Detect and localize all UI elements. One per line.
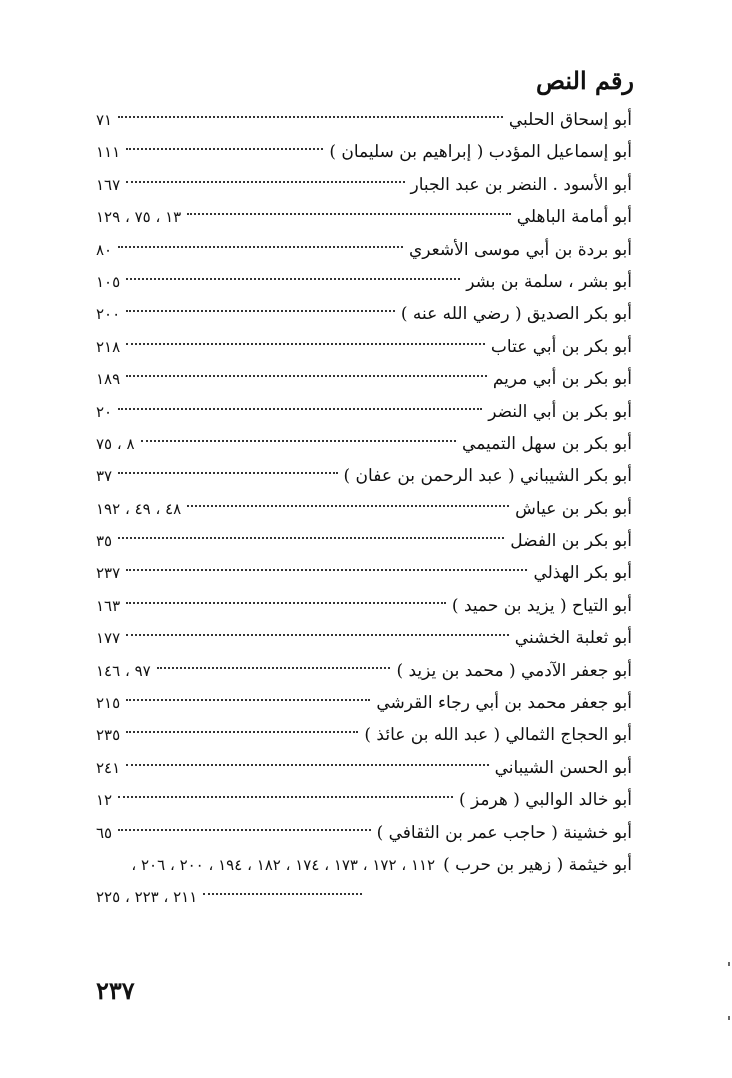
page-number: ٢٣٧ [96,976,135,1005]
entry-name: أبو جعفر محمد بن أبي رجاء القرشي [376,693,632,714]
entry-pages: ٩٧ ، ١٤٦ [96,661,151,680]
dot-leader [118,472,337,474]
entry-name: أبو خيثمة ( زهير بن حرب ) [443,854,632,875]
dot-leader [126,310,395,312]
index-entry [96,752,632,784]
entry-pages: ١٨٩ [96,370,121,389]
index-entry [96,428,632,460]
index-entry [96,525,632,557]
entry-name: أبو بكر بن الفضل [510,531,632,552]
dot-leader [118,116,503,118]
entry-name: أبو خشينة ( حاجب عمر بن الثقافي ) [376,822,632,843]
entry-pages: ١٦٧ [96,175,121,194]
entry-name: أبو بكر بن أبي مريم [492,369,632,390]
entry-pages: ١١١ [96,143,121,162]
index-entry [96,557,632,589]
entry-name: أبو بشر ، سلمة بن بشر [466,271,632,292]
entry-name: أبو الحسن الشيباني [494,757,632,778]
entry-pages: ١٠٥ [96,272,121,291]
dot-leader [118,829,370,831]
entry-name: أبو بكر الصديق ( رضي الله عنه ) [400,304,632,325]
dot-leader [126,634,509,636]
margin-mark [728,962,730,966]
index-entry [96,396,632,428]
dot-leader [126,602,446,604]
index-entry [96,234,632,266]
entry-pages: ٢١١ ، ٢٢٣ ، ٢٢٥ [96,888,198,907]
entry-pages: ٢٠٠ [96,305,121,324]
entry-name: أبو خالد الوالبي ( هرمز ) [458,790,632,811]
entry-pages: ٢١٨ [96,337,121,356]
index-entry [96,104,632,136]
entry-name: أبو الأسود . النضر بن عبد الجبار [410,174,632,195]
entry-pages: ١٧٧ [96,629,121,648]
entry-pages: ١٣ ، ٧٥ ، ١٢٩ [96,208,182,227]
index-entry [96,849,632,881]
entry-name: أبو جعفر الآدمي ( محمد بن يزيد ) [396,660,632,681]
entry-name: أبو بكر بن أبي النضر [488,401,632,422]
entry-pages: ٢٣٧ [96,564,121,583]
dot-leader [118,796,453,798]
index-entry [96,169,632,201]
dot-leader [118,408,482,410]
entry-name: أبو بردة بن أبي موسى الأشعري [409,239,632,260]
index-entry [96,363,632,395]
entry-pages: ٣٧ [96,467,113,486]
dot-leader [141,440,456,442]
entry-name: أبو بكر الشيباني ( عبد الرحمن بن عفان ) [343,466,632,487]
dot-leader [118,537,504,539]
entry-name: أبو بكر بن عياش [515,498,632,519]
entry-pages: ٨٠ [96,240,113,259]
dot-leader [126,699,370,701]
entry-pages: ٢١٥ [96,694,121,713]
entry-name: أبو بكر بن سهل التميمي [462,433,632,454]
entry-pages: ١٢ [96,791,113,810]
index-entry [96,687,632,719]
dot-leader [118,246,403,248]
entry-pages: ٣٥ [96,532,113,551]
dot-leader [126,731,358,733]
entry-name: أبو ثعلبة الخشني [514,628,632,649]
dot-leader [126,343,485,345]
index-entry-continuation [96,881,632,913]
index-entry [96,331,632,363]
column-heading: رقم النص [535,66,634,95]
entry-name: أبو الحجاج الثمالي ( عبد الله بن عائذ ) [364,725,632,746]
entry-name: أبو بكر الهذلي [533,563,632,584]
entry-pages: ١٦٣ [96,596,121,615]
entry-pages: ٢٣٥ [96,726,121,745]
dot-leader [203,893,362,895]
index-entry [96,817,632,849]
entry-pages: ٤٨ ، ٤٩ ، ١٩٢ [96,499,182,518]
index-entry [96,622,632,654]
entry-pages: ٢٠ [96,402,113,421]
index-entry [96,136,632,168]
entry-pages: ٦٥ [96,823,113,842]
dot-leader [126,148,323,150]
dot-leader [126,278,460,280]
index-entry [96,266,632,298]
dot-leader [157,667,391,669]
index-entry [96,493,632,525]
dot-leader [187,213,511,215]
dot-leader [126,375,487,377]
entry-pages: ٧١ [96,111,113,129]
index-entry [96,590,632,622]
entry-name: أبو بكر بن أبي عتاب [490,336,632,357]
index-entry [96,201,632,233]
dot-leader [126,569,527,571]
entry-name: أبو التياح ( يزيد بن حميد ) [451,595,632,616]
entry-name: أبو إسماعيل المؤدب ( إبراهيم بن سليمان ) [329,142,632,163]
entry-name: أبو إسحاق الحلبي [508,110,632,130]
dot-leader [126,764,488,766]
entry-pages: ١١٢ ، ١٧٢ ، ١٧٣ ، ١٧٤ ، ١٨٢ ، ١٩٤ ، ٢٠٠ ، ٢٠٦ ، [131,855,436,874]
index-entry [96,460,632,492]
entry-pages: ٢٤١ [96,758,121,777]
dot-leader [126,181,404,183]
entry-name: أبو أمامة الباهلي [516,207,632,228]
index-entry [96,784,632,816]
dot-leader [187,505,509,507]
margin-mark [728,1016,730,1020]
index-entry [96,298,632,330]
index-entry [96,719,632,751]
index-entries [96,104,632,914]
index-entry [96,655,632,687]
entry-pages: ٨ ، ٧٥ [96,434,135,453]
